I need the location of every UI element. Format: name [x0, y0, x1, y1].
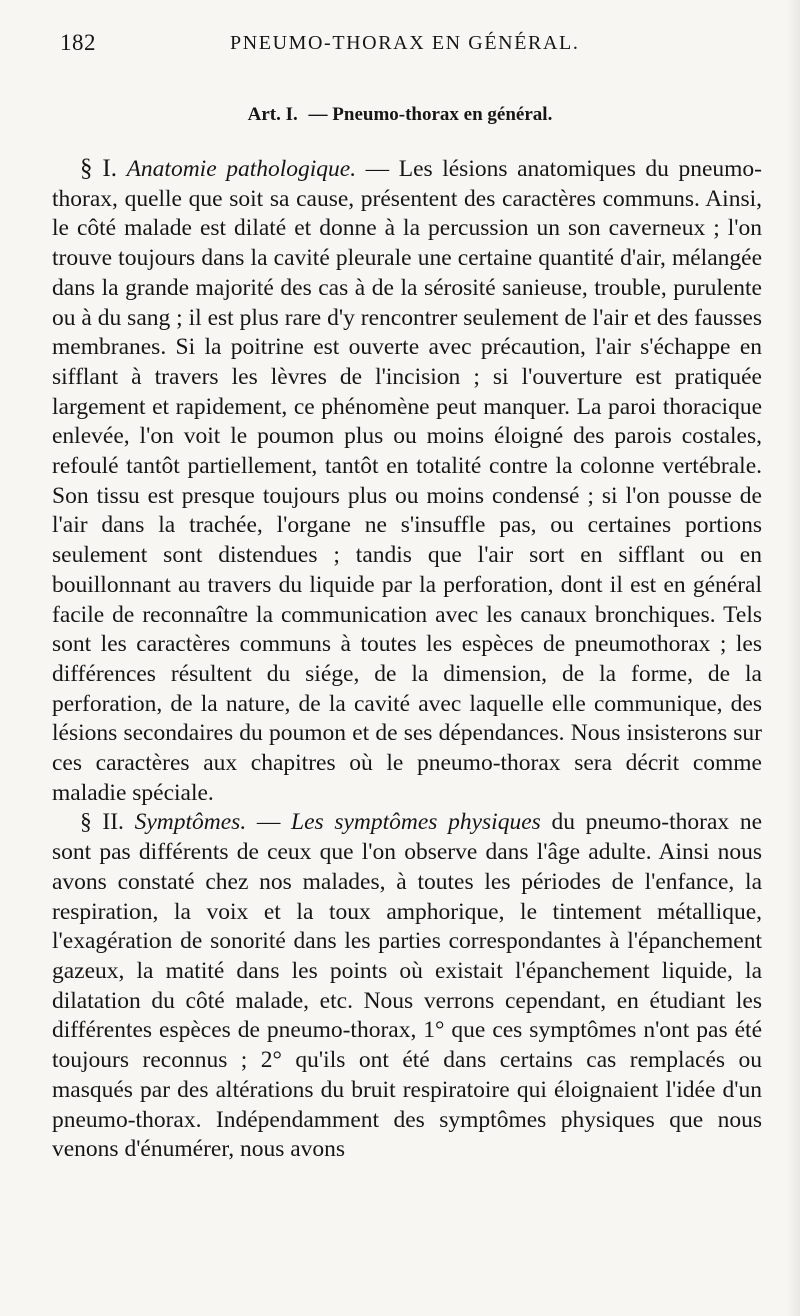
section-mark: § II.	[80, 809, 124, 836]
section-body: du pneumo-thorax ne sont pas différents de ceux que l'on observe dans l'âge adulte. Ainsi nous avons constaté chez nos malades, à toutes les périodes de l'enfance, la respiration, la voix et la toux amphorique, le tintement métallique, l'exagération de sonorité dans les parties correspondantes à l'épanchement gazeux, la matité dans les points où existait l'épanchement liquide, la dilatation du côté malade, etc. Nous verrons cependant, en étudiant les différentes espèces de pneumo-thorax, 1° que ces symptômes n'ont pas été toujours reconnus ; 2° qu'ils ont été dans certains cas remplacés ou masqués par des altérations du bruit respiratoire qui éloignaient l'idée d'un pneumo-thorax. Indépendamment des symptômes physiques que nous venons d'énumérer, nous avons	[52, 809, 762, 1163]
running-head	[60, 30, 760, 62]
section-title: Anatomie pathologique.	[126, 156, 357, 182]
section-body: Les lésions anatomiques du pneumo-thorax, quelle que soit sa cause, présentent des caractères communs. Ainsi, le côté malade est dilaté et donne à la percussion un son caverneux ; l'on trouve toujours dans la cavité pleurale une certaine quantité d'air, mélangée dans la grande majorité des cas à de la sérosité sanieuse, trouble, purulente ou à du sang ; il est plus rare d'y rencontrer seulement de l'air et des fausses membranes. Si la poitrine est ouverte avec précaution, l'air s'échappe en sifflant à travers les lèvres de l'incision ; si l'ouverture est pratiquée largement et rapidement, ce phénomène peut manquer. La paroi thoracique enlevée, l'on voit le poumon plus ou moins éloigné des parois costales, refoulé tantôt partiellement, tantôt en totalité contre la colonne vertébrale. Son tissu est presque toujours plus ou moins condensé ; si l'on pousse de l'air dans la trachée, l'organe ne s'insuffle pas, ou certaines portions seulement sont distendues ; tandis que l'air sort en sifflant ou en bouillonnant au travers du liquide par la perforation, dont il est en général facile de reconnaître la communication avec les canaux bronchiques. Tels sont les caractères communs à toutes les espèces de pneumothorax ; les différences résultent du siége, de la dimension, de la forme, de la perforation, de la nature, de la cavité avec laquelle elle communique, des lésions secondaires du poumon et de ses dépendances. Nous insisterons sur ces caractères aux chapitres où le pneumo-thorax sera décrit comme maladie spéciale.	[52, 156, 762, 806]
section-title: Symptômes.	[134, 809, 247, 836]
article-label: Art. I.	[247, 104, 298, 125]
section-subtitle: Les symptômes physiques	[291, 809, 541, 836]
page-edge-shadow	[786, 0, 800, 1316]
article-dash: —	[308, 104, 328, 125]
body-text	[52, 154, 762, 1165]
section-dash: —	[256, 809, 281, 836]
section-dash: —	[365, 156, 390, 182]
article-heading	[0, 104, 800, 126]
paragraph-symptomes	[52, 808, 762, 1164]
section-mark: § I.	[80, 155, 118, 182]
article-title: Pneumo-thorax en général.	[332, 104, 553, 125]
running-title: PNEUMO-THORAX EN GÉNÉRAL.	[230, 32, 580, 54]
paragraph-anatomie	[52, 154, 762, 808]
page-number: 182	[60, 30, 96, 55]
